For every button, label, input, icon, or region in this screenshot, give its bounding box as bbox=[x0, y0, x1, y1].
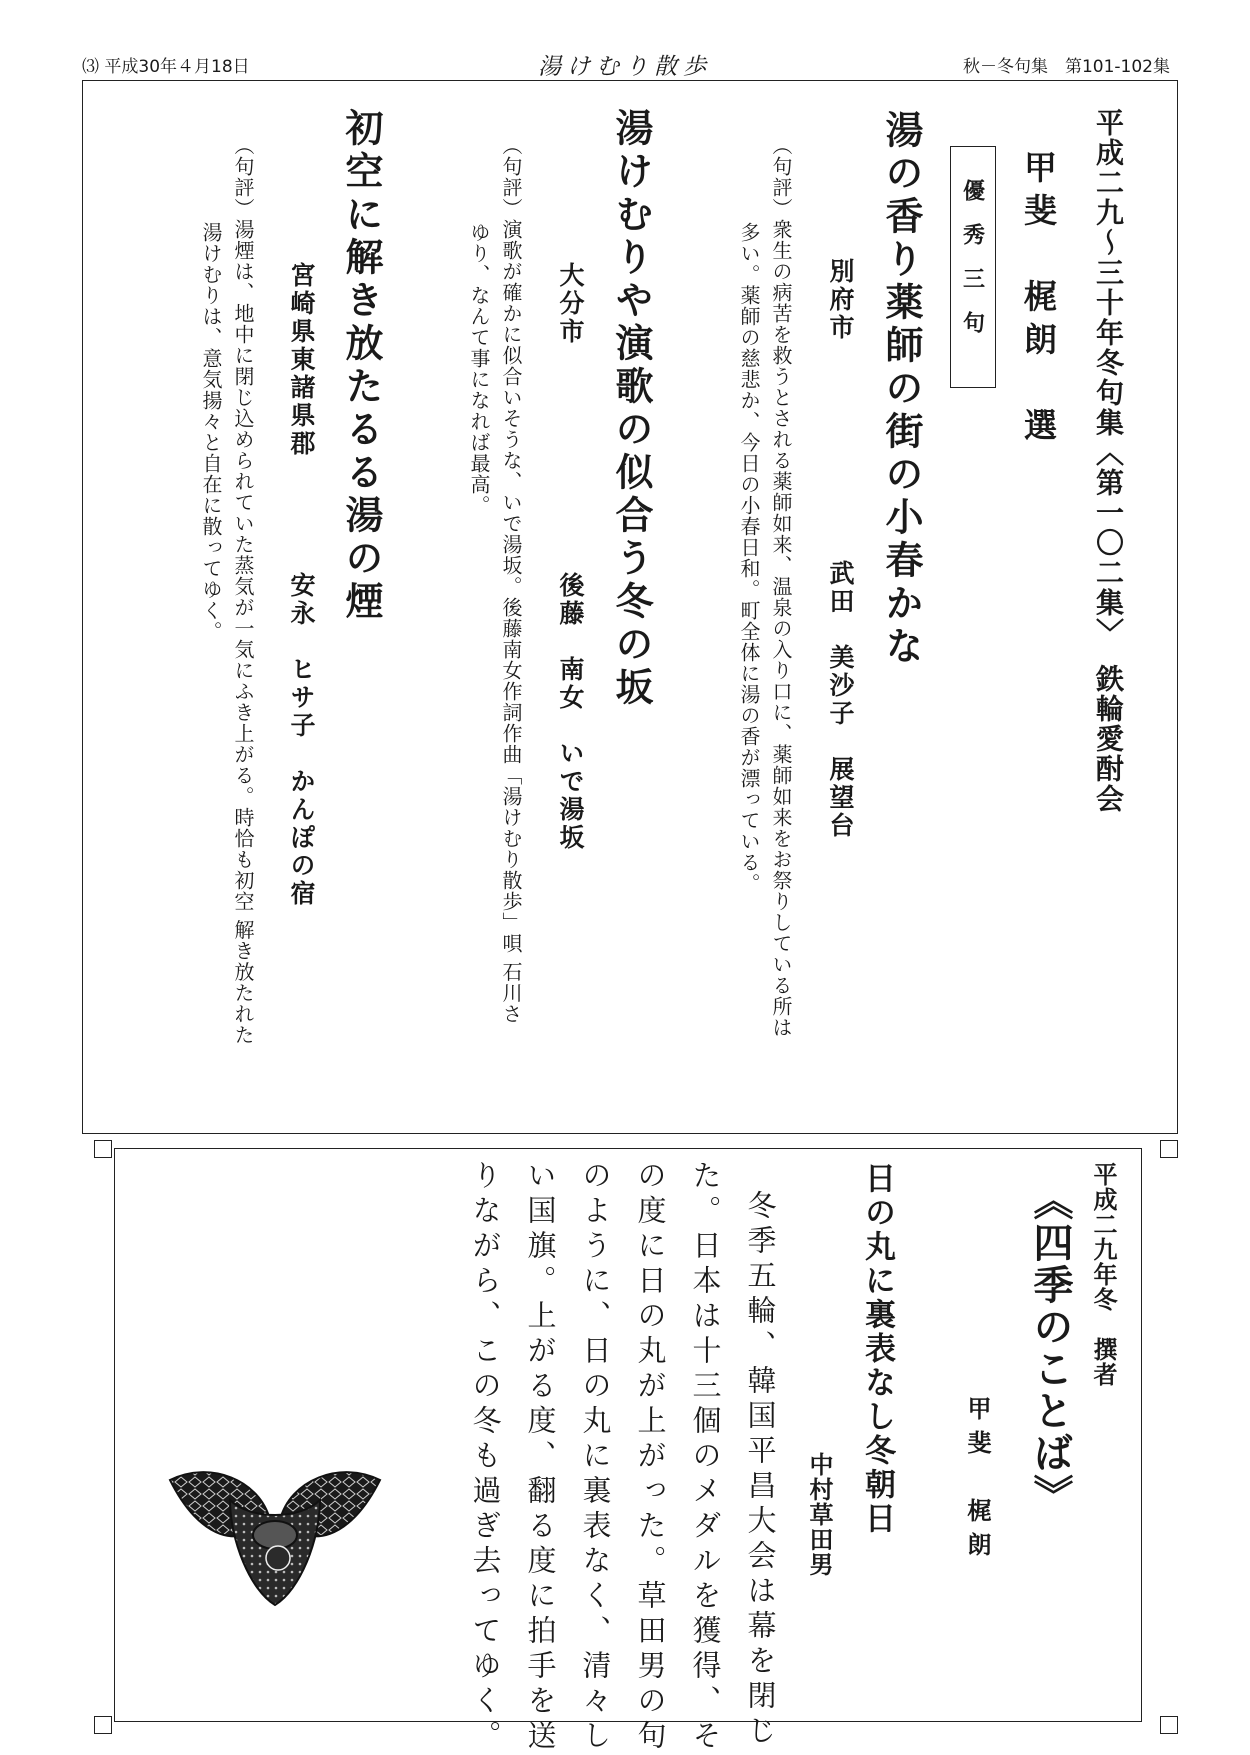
header-publication-title: 湯けむり散歩 bbox=[538, 54, 712, 80]
haiku-text: 湯の香り薬師の街の小春かな bbox=[879, 110, 924, 669]
corner-ornament-icon bbox=[94, 1716, 112, 1734]
critique-line: 湯けむりは、意気揚々と自在に散ってゆく。 bbox=[199, 222, 223, 642]
commentary-line: の度に日の丸が上がった。草田男の句 bbox=[633, 1160, 668, 1755]
header-date-issue: ⑶ 平成30年４月18日 bbox=[82, 57, 250, 77]
author-place: 別府市 bbox=[826, 258, 855, 342]
critique-line: 多い。薬師の慈悲か、今日の小春日和。町全体に湯の香が漂っている。 bbox=[737, 222, 761, 894]
header-collection-number: 秋－冬句集 第101-102集 bbox=[962, 57, 1170, 77]
excellence-badge bbox=[950, 146, 996, 388]
commentary-line: りながら、この冬も過ぎ去ってゆく。 bbox=[468, 1160, 503, 1755]
critique-line: （句評）衆生の病苦を救うとされる薬師如来、温泉の入り口に、薬師如来をお祭りしている所は bbox=[769, 135, 793, 1038]
author-place: 宮崎県東諸県郡 bbox=[287, 262, 316, 458]
badge-label: 優秀三句 bbox=[959, 179, 986, 355]
commentary-line: 冬季五輪、韓国平昌大会は幕を閉じ bbox=[743, 1190, 778, 1750]
author-place: 大分市 bbox=[556, 262, 585, 346]
featured-haiku-author: 中村草田男 bbox=[805, 1452, 834, 1577]
selector-name: 甲斐 梶朗 選 bbox=[1019, 150, 1058, 451]
author-name: 安永 ヒサ子 かんぽの宿 bbox=[287, 572, 316, 908]
author-name: 後藤 南女 いで湯坂 bbox=[556, 572, 585, 852]
commentary-line: た。日本は十三個のメダルを獲得、そ bbox=[688, 1160, 723, 1755]
critique-line: （句評）湯煙は、地中に閉じ込められていた蒸気が一気にふき上がる。時恰も初空 解き放たれた bbox=[231, 135, 255, 1046]
haiku-text: 初空に解き放たるる湯の煙 bbox=[339, 108, 384, 624]
commentary-line: のように、日の丸に裏表なく、清々し bbox=[578, 1160, 613, 1755]
critique-line: （句評）演歌が確かに似合いそうな、いで湯坂。後藤南女作詞作曲「湯けむり散歩」唄 石川さ bbox=[499, 135, 523, 1025]
corner-ornament-icon bbox=[1160, 1140, 1178, 1158]
featured-haiku: 日の丸に裏表なし冬朝日 bbox=[859, 1162, 895, 1536]
leaf-ornament-icon bbox=[160, 1440, 390, 1610]
haiku-text: 湯けむりや演歌の似合う冬の坂 bbox=[609, 108, 654, 710]
column-title: 《四季のことば》 bbox=[1027, 1180, 1073, 1516]
panel-heading: 平成二九～三十年冬句集〈第一〇二集〉 鉄輪愛酎会 bbox=[1092, 108, 1125, 814]
critique-line: ゆり、なんて事になれば最高。 bbox=[467, 222, 491, 516]
commentary-line: い国旗。上がる度、翻る度に拍手を送 bbox=[523, 1160, 558, 1755]
corner-ornament-icon bbox=[1160, 1716, 1178, 1734]
author-name: 武田 美沙子 展望台 bbox=[826, 560, 855, 840]
season-selector-label: 平成二九年冬 撰者 bbox=[1089, 1162, 1118, 1387]
bottom-panel-frame bbox=[80, 1140, 1174, 1728]
corner-ornament-icon bbox=[94, 1140, 112, 1158]
selector-name: 甲斐 梶朗 bbox=[963, 1396, 992, 1566]
